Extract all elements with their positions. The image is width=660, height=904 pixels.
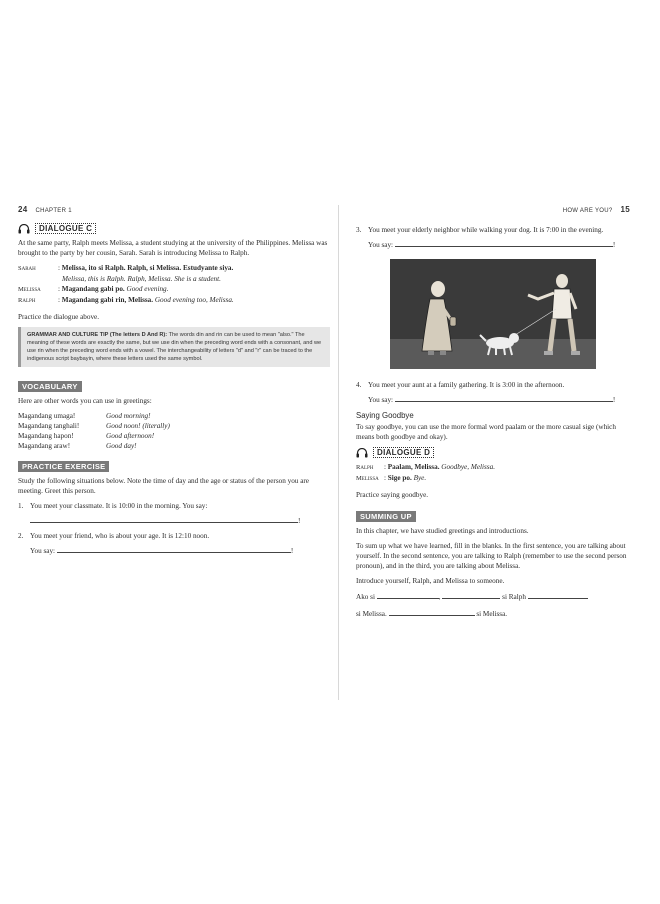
answer-blank[interactable] bbox=[442, 591, 500, 599]
left-page-number: 24 bbox=[18, 205, 28, 214]
speaker-name: Sarah bbox=[18, 265, 36, 272]
speaker-name: Melissa bbox=[356, 475, 379, 482]
left-running-header bbox=[18, 205, 330, 219]
english-translation: Bye. bbox=[413, 474, 427, 482]
summing-up-p2: To sum up what we have learned, fill in the blanks. In the first sentence, you are talking about yourself. In the second sentence, you are talking to Ralph (remember to use the second person pronoun), and in the third, you are talking about Melissa. bbox=[356, 542, 627, 570]
dialogue-line: Sarah : Melissa, ito si Ralph. Ralph, si Melissa. Estudyante siya. bbox=[18, 264, 234, 272]
dialogue-line: Melissa : Magandang gabi po. Good evening. bbox=[18, 285, 169, 293]
page-gutter bbox=[338, 205, 339, 700]
vocabulary-list bbox=[18, 411, 330, 451]
grammar-tip-text: The words din and rin can be used to mean "also." The meaning of these words are exactly the same, but we use din when the preceding word ends with a consonant, and we use rin when the preceding word ends with a vowel. The interchangeability of letters "d" and "r" can be traced to the indigenous script baybayin, where these letters used the same symbol. bbox=[27, 332, 322, 362]
answer-row bbox=[18, 545, 330, 556]
tagalog-line: Magandang gabi rin, Melissa. bbox=[61, 296, 154, 304]
end-mark: ! bbox=[290, 547, 294, 555]
vocab-english: Good afternoon! bbox=[106, 432, 155, 440]
fill-in-line-1 bbox=[356, 591, 630, 602]
answer-blank[interactable] bbox=[389, 608, 475, 616]
dialogue-d-heading bbox=[356, 447, 630, 458]
summing-up-p1: In this chapter, we have studied greetings and introductions. bbox=[356, 527, 529, 535]
vocabulary-intro: Here are other words you can use in greetings: bbox=[18, 397, 152, 405]
summing-up-heading: SUMMING UP bbox=[356, 511, 416, 522]
question-number: 1. bbox=[18, 502, 24, 510]
right-page-number: 15 bbox=[620, 205, 630, 214]
fill-in-line-2 bbox=[356, 608, 630, 619]
speaker-name: Ralph bbox=[356, 464, 374, 471]
illustration-walking-dog bbox=[390, 259, 596, 369]
answer-blank[interactable] bbox=[30, 515, 301, 525]
question-text: You meet your friend, who is about your age. It is 12:10 noon. bbox=[30, 532, 210, 540]
left-page bbox=[18, 205, 330, 685]
grammar-tip-box bbox=[18, 327, 330, 367]
saying-goodbye-text: To say goodbye, you can use the more formal word paalam or the more casual sige (which means both goodbye and okay). bbox=[356, 423, 616, 441]
headphones-icon bbox=[356, 448, 368, 458]
dialogue-c-practice: Practice the dialogue above. bbox=[18, 313, 100, 321]
answer-blank[interactable] bbox=[377, 591, 439, 599]
vocab-tagalog: Magandang araw! bbox=[18, 442, 71, 450]
question-text: You meet your aunt at a family gathering. It is 3:00 in the afternoon. bbox=[368, 381, 565, 389]
practice-exercise-heading: PRACTICE EXERCISE bbox=[18, 461, 109, 472]
dialogue-line: Ralph : Paalam, Melissa. Goodbye, Melissa. bbox=[356, 463, 495, 471]
exercise-question bbox=[18, 501, 330, 511]
dialogue-line: Melissa : Sige po. Bye. bbox=[356, 474, 427, 482]
left-running-head: CHAPTER 1 bbox=[35, 208, 72, 214]
tagalog-line: Melissa, ito si Ralph. Ralph, si Melissa. Estudyante siya. bbox=[61, 264, 234, 272]
answer-blank[interactable] bbox=[528, 591, 588, 599]
english-translation: Good evening. bbox=[126, 285, 169, 293]
si-melissa-text-2: si Melissa. bbox=[476, 610, 508, 618]
tagalog-line: Sige po. bbox=[387, 474, 412, 482]
answer-row bbox=[356, 239, 630, 250]
dialogue-c-label: DIALOGUE C bbox=[35, 223, 96, 234]
question-number: 4. bbox=[356, 381, 362, 389]
exercise-question bbox=[356, 380, 630, 390]
right-page bbox=[356, 205, 630, 685]
vocab-tagalog: Magandang umaga! bbox=[18, 412, 76, 420]
right-running-header bbox=[356, 205, 630, 219]
question-number: 3. bbox=[356, 226, 362, 234]
end-mark: ! bbox=[298, 517, 301, 525]
dialogue-d-practice: Practice saying goodbye. bbox=[356, 491, 429, 499]
headphones-icon bbox=[18, 224, 30, 234]
grammar-tip-title: GRAMMAR AND CULTURE TIP (The letters D And R): bbox=[27, 332, 168, 338]
question-text: You meet your elderly neighbor while walking your dog. It is 7:00 in the evening. bbox=[368, 226, 604, 234]
vocab-english: Good day! bbox=[106, 442, 137, 450]
right-running-head: HOW ARE YOU? bbox=[562, 208, 613, 214]
english-translation: Good evening too, Melissa. bbox=[154, 296, 234, 304]
speaker-name: Ralph bbox=[18, 297, 36, 304]
dialogue-c-heading bbox=[18, 223, 330, 234]
dialogue-line: Ralph : Magandang gabi rin, Melissa. Good evening too, Melissa. bbox=[18, 296, 234, 304]
comma-text: , bbox=[438, 593, 441, 601]
english-translation: Goodbye, Melissa. bbox=[441, 463, 495, 471]
speaker-name: Melissa bbox=[18, 286, 41, 293]
answer-row bbox=[356, 394, 630, 405]
dialogue-c-intro: At the same party, Ralph meets Melissa, a student studying at the university of the Philippines. Melissa was brought to the party by her cousin, Sarah. Sarah is introducing Melissa to Ralph. bbox=[18, 239, 328, 257]
exercise-question bbox=[356, 225, 630, 235]
end-mark: ! bbox=[612, 241, 616, 249]
answer-blank[interactable] bbox=[57, 545, 294, 555]
you-say-label: You say: bbox=[30, 547, 56, 555]
si-ralph-text: si Ralph bbox=[502, 593, 526, 601]
question-text: You meet your classmate. It is 10:00 in the morning. You say: bbox=[30, 502, 208, 510]
vocab-tagalog: Magandang tanghali! bbox=[18, 422, 80, 430]
tagalog-line: Magandang gabi po. bbox=[61, 285, 125, 293]
practice-exercise-intro: Study the following situations below. Note the time of day and the age or status of the person you are meeting. Greet this person. bbox=[18, 477, 309, 495]
exercise-question bbox=[18, 531, 330, 541]
answer-blank[interactable] bbox=[395, 239, 616, 249]
vocab-english: Good morning! bbox=[106, 412, 151, 420]
you-say-label: You say: bbox=[368, 241, 394, 249]
english-translation: Melissa, this is Ralph. Ralph, Melissa. She is a student. bbox=[62, 275, 221, 283]
dialogue-d-label: DIALOGUE D bbox=[373, 447, 434, 458]
end-mark: ! bbox=[612, 396, 616, 404]
tagalog-line: Paalam, Melissa. bbox=[387, 463, 440, 471]
answer-row bbox=[18, 515, 330, 526]
summing-up-p3: Introduce yourself, Ralph, and Melissa to someone. bbox=[356, 577, 505, 585]
si-melissa-text-1: si Melissa. bbox=[356, 610, 387, 618]
answer-blank[interactable] bbox=[395, 394, 616, 404]
you-say-label: You say: bbox=[368, 396, 394, 404]
question-number: 2. bbox=[18, 532, 24, 540]
saying-goodbye-heading: Saying Goodbye bbox=[356, 411, 414, 420]
vocabulary-heading: VOCABULARY bbox=[18, 381, 82, 392]
vocab-tagalog: Magandang hapon! bbox=[18, 432, 74, 440]
vocab-english: Good noon! (literally) bbox=[106, 422, 170, 430]
ako-si-text: Ako si bbox=[356, 593, 375, 601]
